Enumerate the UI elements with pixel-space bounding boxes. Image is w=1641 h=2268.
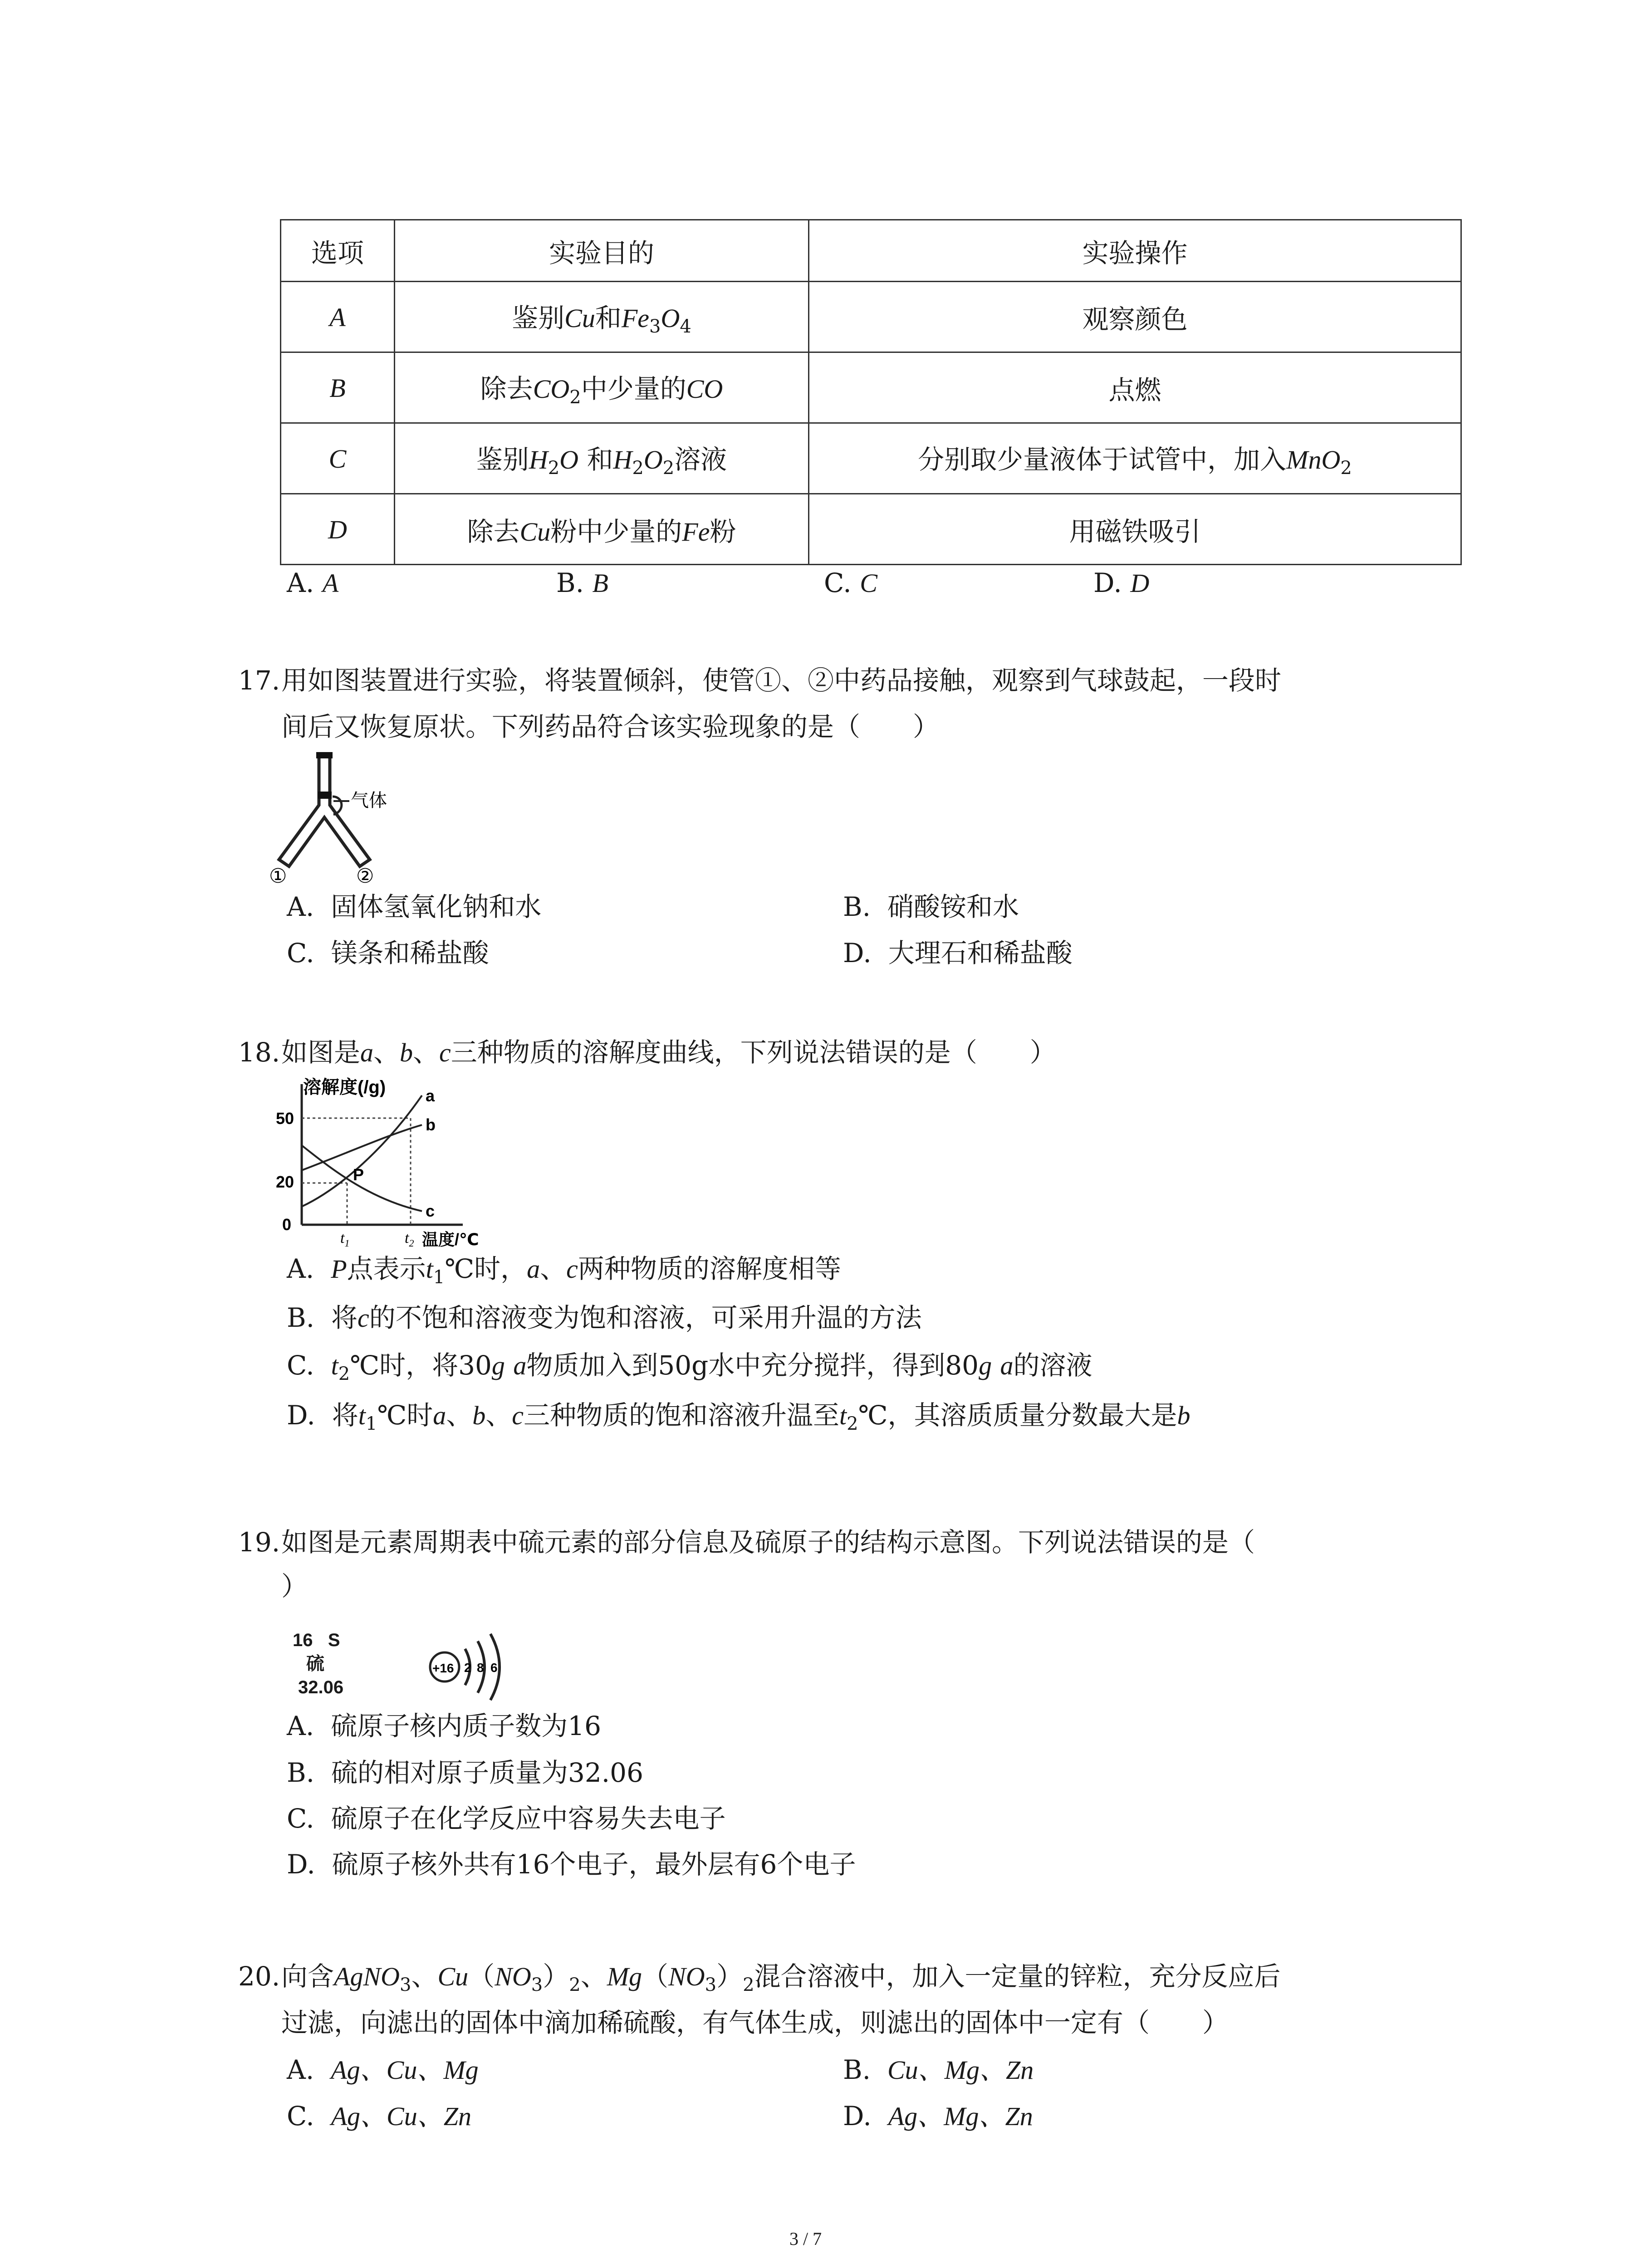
- q19-stem-line1: 如图是元素周期表中硫元素的部分信息及硫原子的结构示意图。下列说法错误的是（: [281, 1527, 1255, 1558]
- solubility-chart: [272, 1075, 508, 1247]
- q17-option-b[interactable]: B. 硝酸铵和水: [843, 891, 1019, 922]
- q17-stem-line1: 用如图装置进行实验，将装置倾斜，使管①、②中药品接触，观察到气球鼓起，一段时: [281, 665, 1282, 696]
- q20-option-c[interactable]: C. Ag、Cu、Zn: [287, 2101, 471, 2131]
- q17-number: 17.: [238, 665, 280, 696]
- q17-option-d[interactable]: D. 大理石和稀盐酸: [843, 938, 1073, 968]
- x-axis-label: 温度/℃: [422, 1230, 479, 1247]
- atomic-mass: 32.06: [298, 1677, 344, 1697]
- element-cell: [293, 1628, 361, 1699]
- curve-c-label: c: [426, 1202, 435, 1220]
- q20-stem-line1: 向含AgNO$_3$、$Cu(NO_3)_2$、$Mg(NO_3)_2$混合溶液中，加入一定量的锌粒，充分反应后: [281, 1961, 1281, 1995]
- row-operation: 用磁铁吸引: [809, 494, 1461, 565]
- row-purpose: 鉴别$H_2O$ 和$H_2O_2$溶液: [395, 423, 809, 494]
- y-tick-20: 20: [276, 1173, 294, 1191]
- table-header-operation: 实验操作: [809, 220, 1461, 282]
- q19-option-b[interactable]: B. 硫的相对原子质量为32.06: [287, 1757, 643, 1788]
- q16-option-c[interactable]: C. C: [824, 567, 877, 598]
- table-row: [281, 282, 1461, 352]
- row-key: C: [328, 444, 347, 474]
- row-purpose: 除去$CO_2$中少量的CO: [395, 352, 809, 423]
- gas-label: 气体: [351, 790, 387, 811]
- q18-option-d[interactable]: D. 将$t_1℃$时a、b、c三种物质的饱和溶液升温至$t_2℃$，其溶质质量分数最大是b: [287, 1400, 1190, 1434]
- t1-tick: $t_1$: [340, 1230, 350, 1247]
- q20-option-b[interactable]: B. Cu、Mg、Zn: [843, 2054, 1034, 2085]
- q19-option-c[interactable]: C. 硫原子在化学反应中容易失去电子: [287, 1803, 726, 1834]
- point-p-label: P: [353, 1165, 364, 1184]
- q18-stem: 如图是a、b、c三种物质的溶解度曲线，下列说法错误的是（ ）: [281, 1037, 1056, 1068]
- q20-option-a[interactable]: A. Ag、Cu、Mg: [287, 2054, 479, 2085]
- table-header-option: 选项: [281, 220, 395, 282]
- row-key: A: [329, 302, 346, 332]
- q19-stem-line2: ）: [281, 1571, 308, 1602]
- t2-tick: $t_2$: [405, 1230, 414, 1247]
- shell-3-electrons: 6: [490, 1661, 498, 1675]
- q17-option-c[interactable]: C. 镁条和稀盐酸: [287, 938, 489, 968]
- table-row: [281, 423, 1461, 494]
- y-tick-50: 50: [276, 1109, 294, 1128]
- q17-option-a[interactable]: A. 固体氢氧化钠和水: [287, 891, 542, 922]
- q19-option-d[interactable]: D. 硫原子核外共有16个电子，最外层有6个电子: [287, 1849, 856, 1880]
- atomic-number: 16: [293, 1630, 313, 1650]
- row-operation: 分别取少量液体于试管中，加入MnO$_2$: [809, 423, 1461, 494]
- q19-number: 19.: [238, 1527, 280, 1558]
- q19-option-a[interactable]: A. 硫原子核内质子数为16: [287, 1711, 602, 1741]
- q18-option-a[interactable]: A. P点表示$t_1℃$时，a、c两种物质的溶解度相等: [287, 1253, 841, 1288]
- row-operation: 观察颜色: [809, 282, 1461, 352]
- table-row: [281, 352, 1461, 423]
- row-key: D: [328, 514, 347, 544]
- q20-stem-line2: 过滤，向滤出的固体中滴加稀硫酸，有气体生成，则滤出的固体中一定有（ ）: [281, 2007, 1229, 2038]
- q18-option-b[interactable]: B. 将c的不饱和溶液变为饱和溶液，可采用升温的方法: [287, 1302, 922, 1333]
- shell-1-electrons: 2: [464, 1661, 471, 1675]
- curve-b-label: b: [426, 1115, 436, 1134]
- curve-a: [302, 1095, 422, 1207]
- row-purpose: 除去Cu粉中少量的Fe粉: [395, 494, 809, 565]
- y-tick-0: 0: [282, 1215, 292, 1234]
- element-symbol: S: [328, 1630, 340, 1650]
- shell-2-electrons: 8: [477, 1661, 484, 1675]
- q16-option-b[interactable]: B. B: [556, 567, 608, 598]
- row-key: B: [329, 373, 346, 403]
- row-operation: 点燃: [809, 352, 1461, 423]
- q18-option-c[interactable]: C. $t_2℃$时，将30g a物质加入到50g水中充分搅拌，得到80g a的溶液: [287, 1350, 1092, 1384]
- q20-option-d[interactable]: D. Ag、Mg、Zn: [843, 2101, 1033, 2131]
- row-purpose: 鉴别Cu和$Fe_3O_4$: [395, 282, 809, 352]
- q18-number: 18.: [238, 1037, 280, 1068]
- q17-stem-line2: 间后又恢复原状。下列药品符合该实验现象的是（ ）: [281, 711, 940, 742]
- sulfur-atom-structure: [424, 1628, 533, 1706]
- options-table: [280, 219, 1462, 565]
- q17-apparatus-figure: [265, 748, 438, 885]
- curve-a-label: a: [426, 1086, 435, 1105]
- y-axis-label: 溶解度(/g): [303, 1077, 386, 1097]
- q20-number: 20.: [238, 1961, 280, 1992]
- tube-2-label: ②: [356, 865, 374, 885]
- q16-option-d[interactable]: D. D: [1093, 567, 1150, 598]
- tube-1-label: ①: [269, 865, 287, 885]
- page-number: 3 / 7: [789, 2229, 822, 2249]
- element-name: 硫: [306, 1654, 324, 1674]
- nucleus-charge: +16: [432, 1661, 454, 1675]
- table-row: [281, 494, 1461, 565]
- q16-option-a[interactable]: A. A: [287, 567, 339, 598]
- table-header-purpose: 实验目的: [395, 220, 809, 282]
